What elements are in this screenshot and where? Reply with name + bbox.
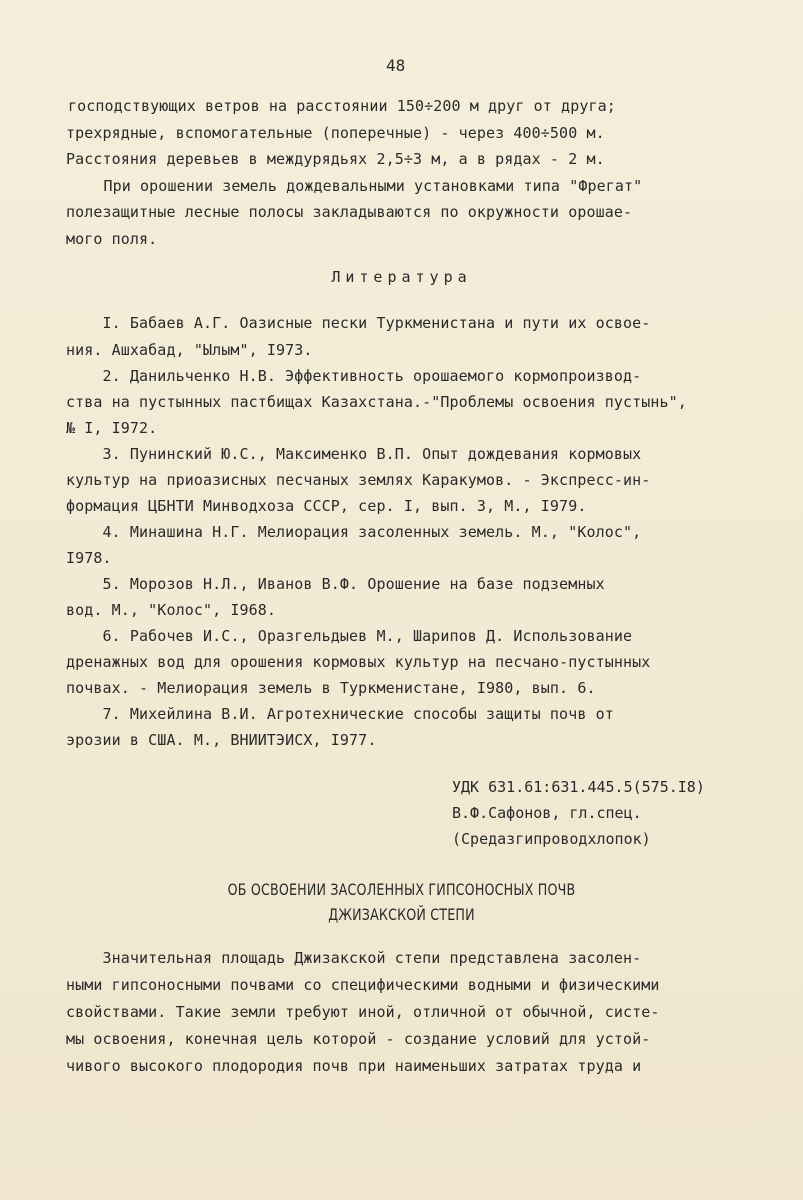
literature-line: 7. Михейлина В.И. Агротехнические способы защиты почв от [66, 705, 614, 723]
literature-line: I978. [66, 549, 112, 567]
literature-line: ния. Ашхабад, "Ылым", I973. [66, 341, 313, 359]
literature-line: ства на пустынных пастбищах Казахстана.-"Проблемы освоения пустынь", [66, 393, 687, 411]
article-line: Значительная площадь Джизакской степи представлена засолен- [66, 949, 642, 967]
literature-line: I. Бабаев А.Г. Оазисные пески Туркменистана и пути их освое- [66, 314, 651, 332]
article-title: ОБ ОСВОЕНИИ ЗАСОЛЕННЫХ ГИПСОНОСНЫХ ПОЧВ [227, 880, 576, 899]
literature-line: эрозии в США. М., ВНИИТЭИСХ, I977. [66, 731, 377, 749]
author-line: В.Ф.Сафонов, гл.спец. [452, 804, 642, 822]
intro-line: При орошении земель дождевальными установками типа "Фрегат" [67, 177, 643, 195]
intro-line: мого поля. [66, 230, 158, 248]
intro-line: полезащитные лесные полосы закладываются по окружности орошае- [66, 203, 633, 221]
article-line: свойствами. Такие земли требуют иной, отличной от обычной, систе- [66, 1003, 660, 1021]
literature-line: дренажных вод для орошения кормовых культур на песчано-пустынных [66, 653, 651, 671]
article-line: мы освоения, конечная цель которой - создание условий для устой- [66, 1030, 651, 1048]
literature-heading: Литература [331, 268, 472, 286]
intro-line: трехрядные, вспомогательные (поперечные) - через 400÷500 м. [66, 124, 605, 142]
udk-code: УДК 631.61:631.445.5(575.I8) [452, 778, 705, 796]
literature-line: № I, I972. [66, 419, 158, 437]
article-line: ными гипсоносными почвами со специфическими водными и физическими [66, 976, 660, 994]
page-number: 48 [386, 56, 406, 75]
literature-line: 2. Данильченко Н.В. Эффективность орошаемого кормопроизвод- [66, 367, 642, 385]
literature-line: вод. М., "Колос", I968. [66, 601, 277, 619]
literature-line: 4. Минашина Н.Г. Мелиорация засоленных земель. М., "Колос", [66, 523, 642, 541]
literature-line: 6. Рабочев И.С., Оразгельдыев М., Шарипов Д. Использование [66, 627, 633, 645]
article-title: ДЖИЗАКСКОЙ СТЕПИ [328, 905, 475, 924]
literature-line: 3. Пунинский Ю.С., Максименко В.П. Опыт дождевания кормовых [66, 445, 642, 463]
literature-line: формация ЦБНТИ Минводхоза СССР, сер. I, вып. 3, М., I979. [66, 497, 587, 515]
literature-line: 5. Морозов Н.Л., Иванов В.Ф. Орошение на базе подземных [66, 575, 605, 593]
article-line: чивого высокого плодородия почв при наименьших затратах труда и [66, 1057, 642, 1075]
intro-line: Расстояния деревьев в междурядьях 2,5÷3 м, а в рядах - 2 м. [66, 150, 605, 168]
literature-line: почвах. - Мелиорация земель в Туркменистане, I980, вып. 6. [66, 679, 596, 697]
organization-line: (Средазгипроводхлопок) [452, 830, 651, 848]
literature-line: культур на приоазисных песчаных землях Каракумов. - Экспресс-ин- [66, 471, 651, 489]
intro-line: господствующих ветров на расстоянии 150÷200 м друг от друга; [68, 97, 616, 115]
